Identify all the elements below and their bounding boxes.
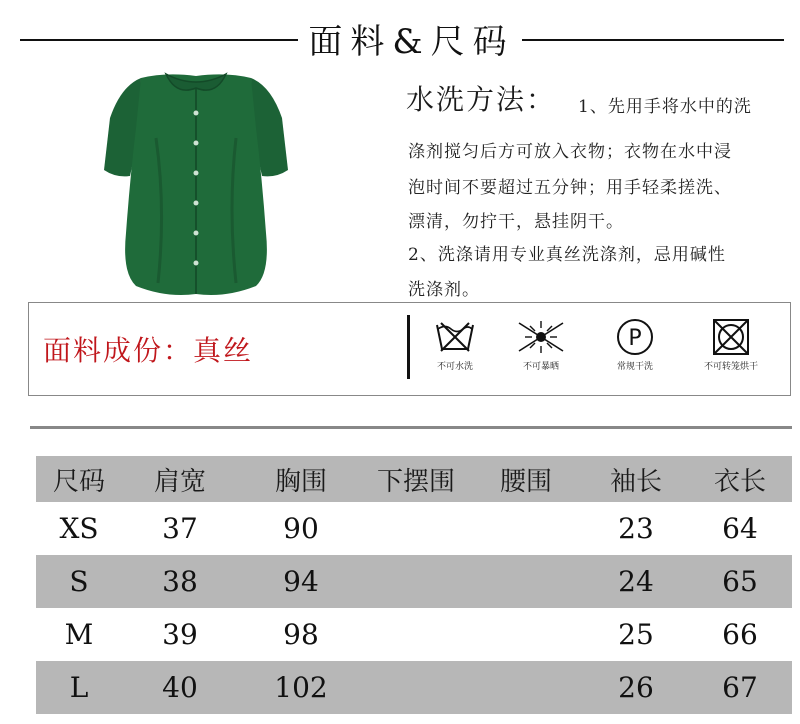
table-header-row: [36, 456, 792, 502]
table-row: [36, 661, 792, 714]
care-label: 不可暴晒: [522, 362, 559, 372]
section-divider: [30, 426, 792, 429]
wash-line: 涤剂搅匀后方可放入衣物；衣物在水中浸: [408, 142, 732, 162]
table-cell: 94: [238, 555, 364, 608]
care-item-no-wash: [415, 317, 495, 372]
column-header: 腰围: [468, 456, 584, 502]
wash-line: 泡时间不要超过五分钟；用手轻柔搓洗、: [408, 178, 732, 198]
size-cell: XS: [59, 512, 99, 545]
table-row: [36, 608, 792, 661]
column-header: 肩宽: [122, 456, 238, 502]
table-cell: [468, 661, 584, 714]
table-cell: 65: [688, 555, 792, 608]
page-title: 面料&尺码: [308, 22, 515, 62]
table-cell: 64: [722, 512, 758, 545]
header-rule-left: [20, 39, 298, 41]
care-label: 常规干洗: [616, 362, 653, 372]
table-cell: 102: [238, 661, 364, 714]
care-item-dry-clean: [595, 317, 675, 372]
size-table: [36, 456, 792, 714]
column-header: 尺码: [36, 456, 122, 502]
table-cell: [364, 608, 468, 661]
table-cell: [468, 555, 584, 608]
table-row: [36, 502, 792, 555]
table-cell: 67: [688, 661, 792, 714]
table-cell: 98: [283, 618, 319, 651]
wash-line: 洗涤剂。: [408, 280, 480, 300]
table-cell: 23: [618, 512, 654, 545]
wash-line: 漂清，勿拧干，悬挂阴干。: [408, 212, 624, 232]
wash-line: 2、洗涤请用专业真丝洗涤剂，忌用碱性: [408, 245, 726, 265]
fabric-composition: 面料成份：真丝: [43, 334, 254, 367]
table-cell: 90: [283, 512, 319, 545]
table-cell: 37: [162, 512, 198, 545]
wash-method-title: 水洗方法：: [406, 83, 557, 116]
column-header: 衣长: [688, 456, 792, 502]
table-cell: 24: [584, 555, 688, 608]
table-cell: 66: [722, 618, 758, 651]
fabric-care-box: [28, 302, 791, 396]
table-row: [36, 555, 792, 608]
no-sun-dry-icon: [515, 317, 567, 357]
table-cell: [364, 555, 468, 608]
wash-line: 1、先用手将水中的洗: [578, 97, 752, 117]
green-shirt-image: [96, 58, 296, 298]
table-cell: 40: [122, 661, 238, 714]
table-cell: [364, 502, 468, 555]
column-header: 袖长: [584, 456, 688, 502]
care-item-no-sun: [501, 317, 581, 372]
svg-text:P: P: [628, 326, 642, 351]
header-rule-right: [522, 39, 784, 41]
table-cell: [468, 608, 584, 661]
size-cell: L: [36, 661, 122, 714]
column-header: 胸围: [238, 456, 364, 502]
care-label: 不可转笼烘干: [703, 362, 758, 372]
table-cell: 25: [618, 618, 654, 651]
table-cell: [468, 502, 584, 555]
dry-clean-p-icon: [613, 317, 657, 357]
table-cell: 39: [162, 618, 198, 651]
care-label: 不可水洗: [436, 362, 473, 372]
table-cell: 26: [584, 661, 688, 714]
no-tumble-dry-icon: [709, 317, 753, 357]
vertical-divider: [407, 315, 410, 379]
table-cell: 38: [122, 555, 238, 608]
table-cell: [364, 661, 468, 714]
column-header: 下摆围: [364, 456, 468, 502]
no-machine-wash-icon: [433, 317, 477, 357]
size-cell: M: [64, 618, 94, 651]
size-cell: S: [36, 555, 122, 608]
care-item-no-tumble: [691, 317, 771, 372]
